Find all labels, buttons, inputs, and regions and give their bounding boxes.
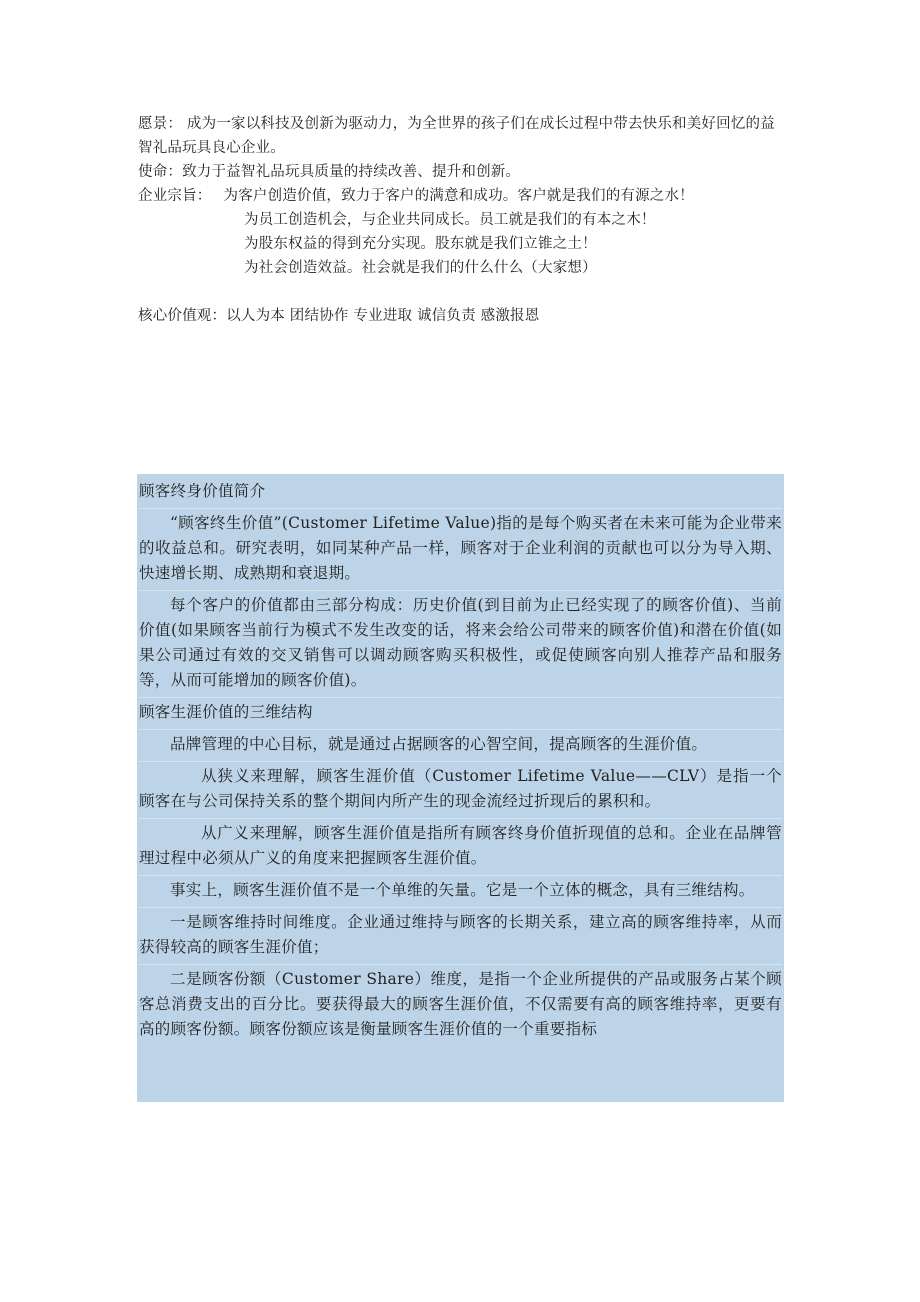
purpose-line: 为股东权益的得到充分实现。股东就是我们立锥之土！ [244,236,597,252]
article-paragraph: 每个客户的价值都由三部分构成：历史价值(到目前为止已经实现了的顾客价值)、当前价值(如果顾客当前行为模式不发生改变的话，将来会给公司带来的顾客价值)和潜在价值(如果公司通过有效的交叉销售可以调动顾客购买积极性，或促使顾客向别人推荐产品和服务等，从而可能增加的顾客价值)。 [139,591,782,698]
article-paragraph: 一是顾客维持时间维度。企业通过维持与顾客的长期关系，建立高的顾客维持率，从而获得较高的顾客生涯价值； [139,908,782,965]
purpose-label: 企业宗旨： [138,188,212,204]
vision-paragraph [138,112,788,160]
article-paragraph: 事实上，顾客生涯价值不是一个单维的矢量。它是一个立体的概念，具有三维结构。 [139,876,782,908]
purpose-line: 为社会创造效益。社会就是我们的什么什么（大家想） [244,260,597,276]
purpose-line: 为客户创造价值，致力于客户的满意和成功。客户就是我们的有源之水！ [223,188,694,204]
article-paragraph: “顾客终生价值”(Customer Lifetime Value)指的是每个购买者在未来可能为企业带来的收益总和。研究表明，如同某种产品一样，顾客对于企业利润的贡献也可以分为导入期、快速增长期、成熟期和衰退期。 [139,509,782,591]
mission-paragraph: 使命：致力于益智礼品玩具质量的持续改善、提升和创新。 [138,164,521,180]
article-paragraph: 从狭义来理解，顾客生涯价值（Customer Lifetime Value——CLV）是指一个顾客在与公司保持关系的整个期间内所产生的现金流经过折现后的累积和。 [139,762,782,819]
vision-text: 成为一家以科技及创新为驱动力，为全世界的孩子们在成长过程中带去快乐和美好回忆的益智礼品玩具良心企业。 [138,116,775,156]
purpose-line: 为员工创造机会，与企业共同成长。员工就是我们的有本之木！ [244,212,656,228]
purpose-section [138,184,788,280]
article-paragraph: 品牌管理的中心目标，就是通过占据顾客的心智空间，提高顾客的生涯价值。 [139,730,782,762]
section-heading: 顾客生涯价值的三维结构 [139,698,782,730]
article-paragraph: 从广义来理解，顾客生涯价值是指所有顾客终身价值折现值的总和。企业在品牌管理过程中必须从广义的角度来把握顾客生涯价值。 [139,819,782,876]
company-statement [138,112,788,328]
customer-lifetime-value-section [137,474,784,1102]
article-paragraph: 二是顾客份额（Customer Share）维度，是指一个企业所提供的产品或服务占某个顾客总消费支出的百分比。要获得最大的顾客生涯价值，不仅需要有高的顾客维持率，更要有高的顾客份额。顾客份额应该是衡量顾客生涯价值的一个重要指标 [139,970,782,1038]
section-heading: 顾客终身价值简介 [139,477,782,509]
core-values-paragraph: 核心价值观：以人为本 团结协作 专业进取 诚信负责 感激报恩 [138,308,540,324]
purpose-first-row [138,184,788,208]
vision-label: 愿景： [138,116,183,132]
